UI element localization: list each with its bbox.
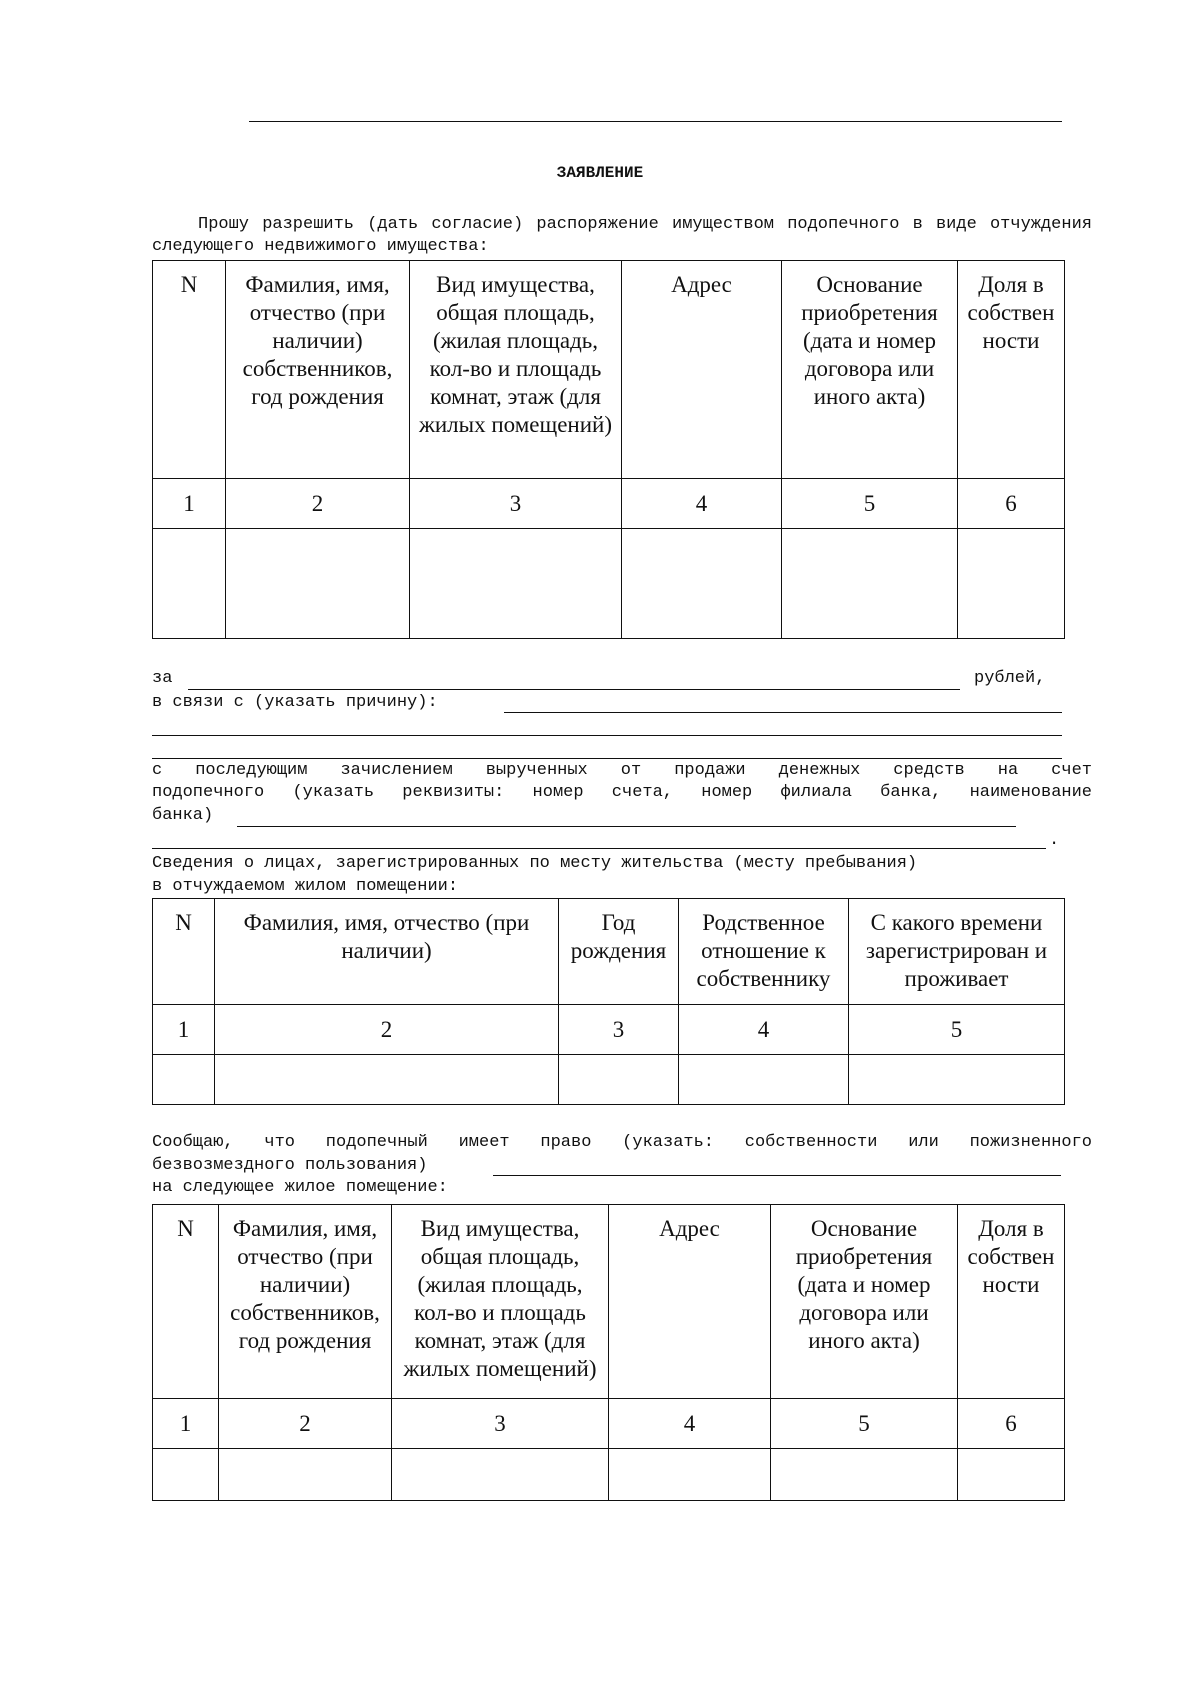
column-header: Фамилия, имя, отчество (при наличии) собственников, год рождения [219, 1205, 392, 1399]
column-number: 5 [782, 479, 958, 529]
column-header: Адрес [622, 261, 782, 479]
table-header-row [153, 899, 1065, 1005]
rights-text: на следующее жилое помещение: [152, 1178, 448, 1197]
column-number: 4 [679, 1005, 849, 1055]
table-cell[interactable] [219, 1449, 392, 1501]
column-number: 3 [559, 1005, 679, 1055]
table-cell[interactable] [153, 529, 226, 639]
reason-field[interactable] [504, 712, 1062, 713]
column-number: 1 [153, 479, 226, 529]
column-number: 3 [410, 479, 622, 529]
column-number: 5 [849, 1005, 1065, 1055]
column-header: Родственное отношение к собственнику [679, 899, 849, 1005]
table-number-row [153, 1005, 1065, 1055]
table-cell[interactable] [679, 1055, 849, 1105]
document-title: ЗАЯВЛЕНИЕ [556, 164, 644, 182]
column-number: 4 [609, 1399, 771, 1449]
table-cell[interactable] [410, 529, 622, 639]
reason-field-line[interactable] [152, 758, 1062, 759]
table-cell[interactable] [559, 1055, 679, 1105]
property-table [152, 260, 1065, 639]
reason-field-line[interactable] [152, 735, 1062, 736]
table-cell[interactable] [958, 529, 1065, 639]
column-header: Вид имущества, общая площадь, (жилая площадь, кол-во и площадь комнат, этаж (для жилых помещений) [410, 261, 622, 479]
column-number: 2 [226, 479, 410, 529]
registered-text: Сведения о лицах, зарегистрированных по месту жительства (месту пребывания) [152, 854, 918, 873]
column-number: 5 [771, 1399, 958, 1449]
bank-text-line: подопечного (указать реквизиты: номер счета, номер филиала банка, наименование [152, 783, 1092, 802]
bank-label: банка) [152, 806, 214, 825]
price-field[interactable] [188, 689, 960, 690]
bank-end-dot: . [1049, 831, 1060, 850]
table-cell[interactable] [392, 1449, 609, 1501]
column-header: Основание приобретения (дата и номер договора или иного акта) [771, 1205, 958, 1399]
table-cell[interactable] [226, 529, 410, 639]
table-number-row [153, 1399, 1065, 1449]
rights-text-line: Сообщаю, что подопечный имеет право (указать: собственности или пожизненного [152, 1133, 1092, 1152]
column-number: 1 [153, 1005, 215, 1055]
table-cell[interactable] [849, 1055, 1065, 1105]
table-header-row [153, 261, 1065, 479]
column-number: 2 [219, 1399, 392, 1449]
table-cell[interactable] [782, 529, 958, 639]
column-number: 2 [215, 1005, 559, 1055]
bank-field-line[interactable] [152, 848, 1046, 849]
column-header: N [153, 899, 215, 1005]
column-number: 3 [392, 1399, 609, 1449]
column-header: С какого времени зарегистрирован и проживает [849, 899, 1065, 1005]
table-cell[interactable] [622, 529, 782, 639]
registered-persons-table [152, 898, 1065, 1105]
residential-premises-table [152, 1204, 1065, 1501]
column-number: 6 [958, 479, 1065, 529]
table-header-row [153, 1205, 1065, 1399]
column-header: N [153, 1205, 219, 1399]
table-row [153, 529, 1065, 639]
table-number-row [153, 479, 1065, 529]
table-row [153, 1449, 1065, 1501]
intro-text: Прошу разрешить (дать согласие) распоряжение имуществом подопечного в виде отчуждения следующего недвижимого имущества: [152, 215, 1092, 256]
bank-text-line: с последующим зачислением вырученных от продажи денежных средств на счет [152, 761, 1092, 780]
price-prefix: за [152, 669, 173, 688]
table-cell[interactable] [215, 1055, 559, 1105]
intro-paragraph [152, 214, 1092, 258]
registered-text: в отчуждаемом жилом помещении: [152, 877, 459, 896]
column-header: Основание приобретения (дата и номер договора или иного акта) [782, 261, 958, 479]
column-number: 6 [958, 1399, 1065, 1449]
column-header: Вид имущества, общая площадь, (жилая площадь, кол-во и площадь комнат, этаж (для жилых помещений) [392, 1205, 609, 1399]
table-row [153, 1055, 1065, 1105]
column-header: Доля в собствен ности [958, 261, 1065, 479]
column-header: Адрес [609, 1205, 771, 1399]
column-header: Фамилия, имя, отчество (при наличии) собственников, год рождения [226, 261, 410, 479]
bank-field[interactable] [237, 826, 1016, 827]
table-cell[interactable] [153, 1055, 215, 1105]
column-header: Фамилия, имя, отчество (при наличии) [215, 899, 559, 1005]
table-cell[interactable] [771, 1449, 958, 1501]
reason-label: в связи с (указать причину): [152, 693, 438, 712]
bank-text [152, 782, 1092, 804]
rights-text [152, 1132, 1092, 1154]
price-suffix: рублей, [974, 669, 1046, 688]
table-cell[interactable] [609, 1449, 771, 1501]
bank-text [152, 760, 1092, 782]
column-header: Доля в собствен ности [958, 1205, 1065, 1399]
rights-field[interactable] [493, 1175, 1061, 1176]
column-number: 1 [153, 1399, 219, 1449]
table-cell[interactable] [958, 1449, 1065, 1501]
rights-text: безвозмездного пользования) [152, 1156, 428, 1175]
column-number: 4 [622, 479, 782, 529]
top-rule [249, 121, 1062, 122]
column-header: N [153, 261, 226, 479]
column-header: Год рождения [559, 899, 679, 1005]
table-cell[interactable] [153, 1449, 219, 1501]
